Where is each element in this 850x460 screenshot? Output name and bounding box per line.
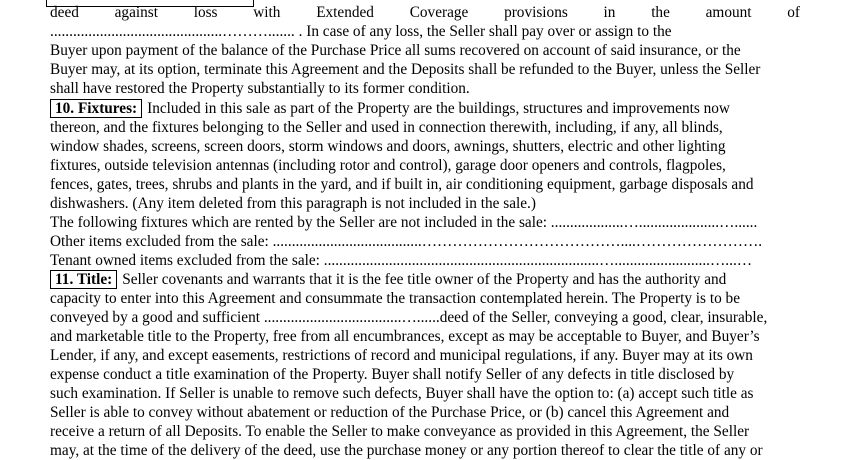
line-2-text: .............................................………....... . In case of any loss, the Seller shall pay over or assign to the xyxy=(50,23,672,40)
line-7: thereon, and the fixtures belonging to the Seller and used in connection therewith, including, if any, all blinds, xyxy=(50,119,723,136)
section-10-heading: 10. Fixtures: xyxy=(50,99,142,118)
line-1-word: with xyxy=(253,4,281,21)
line-2 xyxy=(50,22,800,41)
line-23: receive a return of all Deposits. To enable the Seller to make conveyance as provided in this Agreement, the Seller xyxy=(50,423,750,440)
line-1-word: loss xyxy=(193,4,218,21)
line-5: shall have restored the Property substantially to its former condition. xyxy=(50,80,470,97)
deed-type-field[interactable]: conveyed by a good and sufficient ....................................…......deed of the Seller, conveying a good, clear, insurable, xyxy=(50,309,768,326)
line-4: Buyer may, at its option, terminate this Agreement and the Deposits shall be refunded to the Buyer, unless the Seller xyxy=(50,61,761,78)
excluded-items-field[interactable]: Other items excluded from the sale: .......................................…………………………………....……………………. xyxy=(50,233,763,250)
line-1-word: of xyxy=(787,4,800,21)
line-20: expense conduct a title examination of the Property. Buyer shall notify Seller of any defects in title disclosed by xyxy=(50,366,735,383)
line-11: dishwashers. (Any item deleted from this paragraph is not included in the sale.) xyxy=(50,195,536,212)
line-22: Seller is able to convey without abatement or reduction of the Purchase Price, or (b) cancel this Agreement and xyxy=(50,404,730,421)
rented-fixtures-field[interactable]: The following fixtures which are rented by the Seller are not included in the sale: ...................….....................…...... xyxy=(50,214,758,231)
line-1-word: Coverage xyxy=(409,4,469,21)
line-1 xyxy=(50,3,800,22)
line-1-word: deed xyxy=(50,4,79,21)
line-24: may, at the time of the delivery of the deed, use the purchase money or any portion thereof to clear the title of any or xyxy=(50,442,763,459)
line-10: fences, gates, trees, shrubs and plants in the yard, and if built in, air conditioning equipment, garbage disposals and xyxy=(50,176,754,193)
line-18: and marketable title to the Property, free from all encumbrances, except as may be acceptable to Buyer, and Buyer’s xyxy=(50,328,760,345)
line-3: Buyer upon payment of the balance of the Purchase Price all sums recovered on account of said insurance, or the xyxy=(50,42,741,59)
line-1-word: amount xyxy=(705,4,752,21)
line-9: fixtures, outside television antennas (including rotor and control), garage door openers and controls, flagpoles, xyxy=(50,157,726,174)
line-16: capacity to enter into this Agreement and consummate the transaction contemplated herein. The Property is to be xyxy=(50,290,740,307)
line-19: Lender, if any, and except easements, restrictions of record and municipal regulations, if any. Buyer may at its own xyxy=(50,347,753,364)
tenant-items-field[interactable]: Tenant owned items excluded from the sale: ........................................................................….........................…...… xyxy=(50,252,753,269)
line-1-word: Extended xyxy=(316,4,374,21)
line-15 xyxy=(50,270,800,289)
line-1-word: against xyxy=(114,4,158,21)
line-8: window shades, screens, screen doors, storm windows and doors, awnings, shutters, electric and other lighting xyxy=(50,138,726,155)
line-6-text: Included in this sale as part of the Property are the buildings, structures and improvements now xyxy=(147,100,730,117)
line-6 xyxy=(50,99,800,118)
line-21: such examination. If Seller is unable to remove such defects, Buyer shall have the option to: (a) accept such title as xyxy=(50,385,754,402)
line-1-word: provisions xyxy=(504,4,568,21)
section-11-heading: 11. Title: xyxy=(50,270,117,289)
line-1-word: in xyxy=(603,4,616,21)
line-15-text: Seller covenants and warrants that it is the fee title owner of the Property and has the authority and xyxy=(122,271,727,288)
line-1-word: the xyxy=(651,4,670,21)
